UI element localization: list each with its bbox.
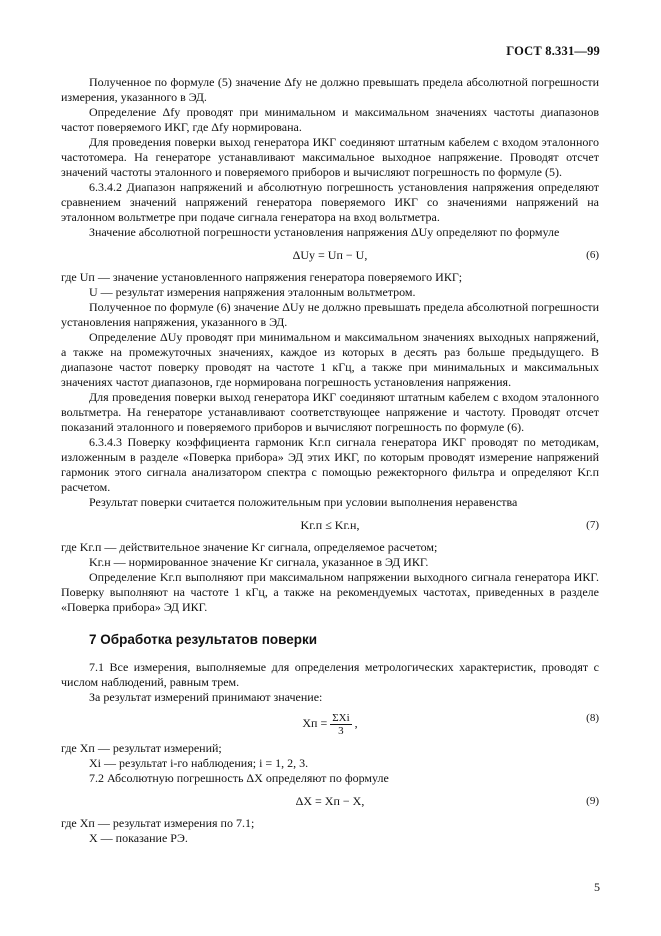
formula-tail: , [354, 716, 358, 730]
paragraph: 6.3.4.2 Диапазон напряжений и абсолютную погрешность установления напряжения определяют сравнением значений напряжений генератора поверяемого ИКГ со значениями напряжений на эталонном вольтметре при подаче сигнала генератора на вход вольтметра. [61, 180, 599, 224]
paragraph: Определение Kг.п выполняют при максимальном напряжении выходного сигнала генератора ИКГ. Поверку выполняют на частоте 1 кГц, а также на рекомендуемых частотах, приведенных в разделе «Поверка прибора» ЭД ИКГ. [61, 570, 599, 614]
formula-expression [61, 705, 599, 741]
paragraph: Значение абсолютной погрешности установления напряжения ΔUу определяют по формуле [89, 225, 560, 239]
paragraph: где Kг.п — действительное значение Kг сигнала, определяемое расчетом; [61, 540, 438, 554]
formula-expression: ΔX = Xп − X, [295, 794, 365, 808]
paragraph: Xi — результат i-го наблюдения; i = 1, 2, 3. [89, 756, 309, 770]
paragraph: Kг.н — нормированное значение Kг сигнала, указанное в ЭД ИКГ. [89, 555, 429, 569]
formula-6 [61, 240, 599, 270]
fraction [330, 712, 351, 737]
formula-number: (9) [586, 795, 599, 807]
paragraph: 7.2 Абсолютную погрешность ΔX определяют по формуле [89, 771, 389, 785]
fraction-denominator: 3 [338, 724, 344, 737]
formula-expression: ΔUу = Uп − U, [292, 248, 368, 262]
formula-lhs: Xп = [302, 716, 328, 730]
paragraph: U — результат измерения напряжения эталонным вольтметром. [89, 285, 416, 299]
paragraph: где Xп — результат измерений; [61, 741, 222, 755]
formula-number: (7) [586, 519, 599, 531]
formula-7 [61, 510, 599, 540]
paragraph: Для проведения поверки выход генератора ИКГ соединяют штатным кабелем с входом эталонного вольтметра. На генераторе устанавливают соответствующее напряжение и частоту. Проводят отсчет показаний эталонного и поверяемого приборов и вычисляют погрешность по формуле (6). [61, 390, 599, 434]
paragraph: Для проведения поверки выход генератора ИКГ соединяют штатным кабелем с входом эталонного частотомера. На генераторе устанавливают максимальное выходное напряжение. Проводят отсчет значений частоты эталонного и поверяемого приборов и вычисляют погрешность по формуле (5). [61, 135, 599, 179]
paragraph: X — показание РЭ. [89, 831, 188, 845]
paragraph: где Uп — значение установленного напряжения генератора поверяемого ИКГ; [61, 270, 463, 284]
page-number: 5 [594, 880, 600, 894]
paragraph: 6.3.4.3 Поверку коэффициента гармоник Kг.п сигнала генератора ИКГ проводят по методикам, изложенным в разделе «Поверка прибора» ЭД этих ИКГ, по которым проводят измерение напряжений гармоник этого сигнала анализатором спектра с помощью режекторного фильтра и определяют Kг.п расчетом. [61, 435, 599, 494]
section-heading: 7 Обработка результатов поверки [89, 632, 318, 647]
formula-number: (8) [586, 712, 599, 724]
formula-expression: Kг.п ≤ Kг.н, [300, 518, 360, 532]
paragraph: За результат измерений принимают значение: [89, 690, 323, 704]
page-body [61, 75, 599, 846]
standard-code-header: ГОСТ 8.331—99 [506, 44, 600, 58]
paragraph: 7.1 Все измерения, выполняемые для определения метрологических характеристик, проводят с числом наблюдений, равным трем. [61, 660, 599, 689]
formula-8 [61, 705, 599, 741]
paragraph: Результат поверки считается положительным при условии выполнения неравенства [89, 495, 518, 509]
paragraph: Полученное по формуле (6) значение ΔUу не должно превышать предела абсолютной погрешности установления напряжения, указанного в ЭД. [61, 300, 599, 329]
paragraph: Полученное по формуле (5) значение Δfу не должно превышать предела абсолютной погрешности измерения, указанного в ЭД. [61, 75, 599, 104]
fraction-numerator: ΣXi [332, 711, 350, 724]
formula-9 [61, 786, 599, 816]
formula-number: (6) [586, 249, 599, 261]
paragraph: Определение ΔUу проводят при минимальном и максимальном значениях выходных напряжений, а также на промежуточных значениях, каждое из которых в десять раз больше предыдущего. В диапазоне частот поверку проводят на частоте 1 кГц, а также при минимальных и максимальных значениях частот диапазонов, где нормирована погрешность установления напряжения. [61, 330, 599, 389]
paragraph: где Xп — результат измерения по 7.1; [61, 816, 255, 830]
paragraph: Определение Δfу проводят при минимальном и максимальном значениях частоты диапазонов частот поверяемого ИКГ, где Δfу нормирована. [61, 105, 599, 134]
